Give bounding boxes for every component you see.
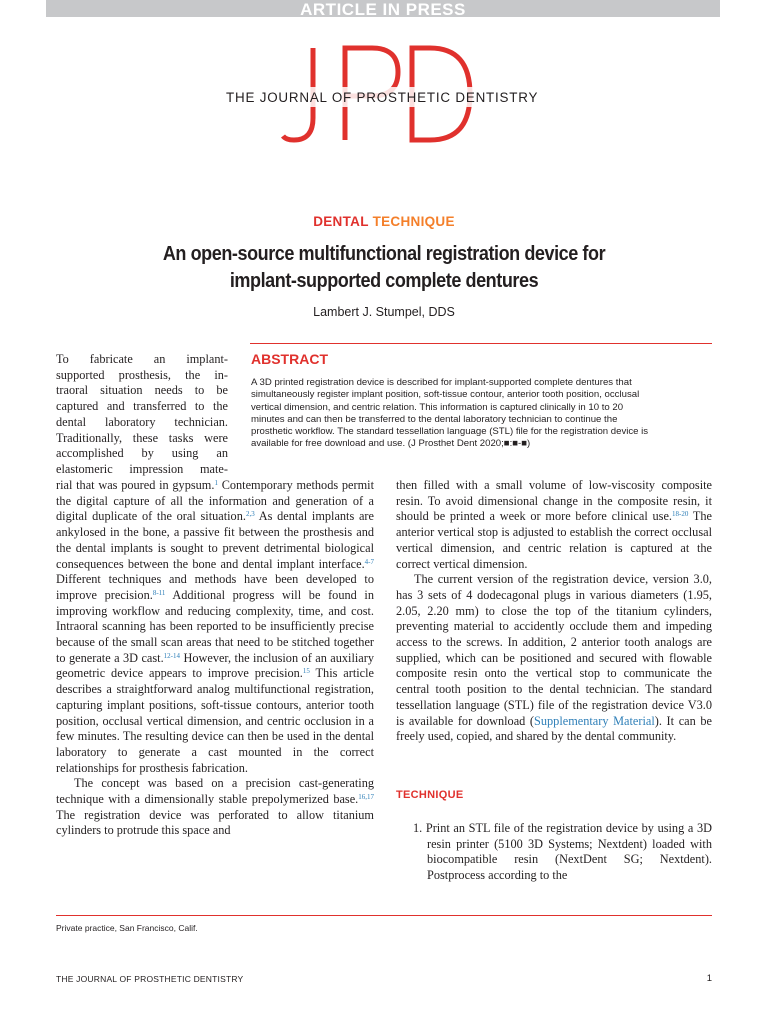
citation-link[interactable]: 15	[302, 667, 310, 676]
abstract-line: minutes and can then be transferred to the dental laboratory technician to continue the	[251, 413, 618, 425]
title-line-2: implant-supported complete dentures	[229, 269, 539, 292]
abstract-text	[251, 377, 712, 451]
title-line-1: An open-source multifunctional registration device for	[162, 242, 606, 265]
citation-link[interactable]: 4-7	[364, 557, 374, 566]
paragraph: The concept was based on a precision cast-generating technique with a dimensionally stable prepolymerized base.$^{16,17}$ The registration device was perforated to allow titanium cylinders to protrude this space and	[56, 776, 374, 838]
intro-narrow-column	[56, 352, 228, 478]
page-number: 1	[706, 973, 712, 984]
text-line: traoral situation needs to be	[56, 383, 228, 398]
footnote-divider	[56, 915, 712, 916]
left-column-body	[56, 478, 374, 839]
abstract-line: A 3D printed registration device is described for implant-supported complete dentures that	[251, 377, 632, 388]
category-part1: DENTAL	[313, 214, 369, 229]
article-title	[99, 240, 669, 294]
text-line: To fabricate an implant-	[56, 352, 228, 366]
citation-link[interactable]: 2,3	[245, 510, 255, 519]
citation-link[interactable]: 16,17	[358, 793, 374, 802]
citation-link[interactable]: 8-11	[152, 588, 166, 597]
citation-link[interactable]: 12-14	[163, 651, 181, 660]
text-line: accomplished by using an	[56, 446, 228, 461]
abstract-line: vertical dimension, and centric relation. This information is captured clinically in 10 to 20	[251, 401, 624, 413]
journal-name: THE JOURNAL OF PROSTHETIC DENTISTRY	[226, 90, 539, 105]
abstract-line: simultaneously register implant position, soft-tissue contour, anterior tooth position, occlusal	[251, 389, 640, 401]
right-column-body	[396, 478, 712, 745]
category-part2: TECHNIQUE	[372, 214, 455, 229]
abstract-line: prosthetic workflow. The standard tessellation language (STL) file for the registration device is	[251, 426, 649, 438]
technique-step-1: 1. Print an STL file of the registration device by using a 3D resin printer (5100 3D Systems; Nextdent) loaded with biocompatible resin (NextDent SG; Nextdent). Postprocess according to the	[413, 821, 712, 883]
article-in-press-banner: ARTICLE IN PRESS	[46, 0, 720, 17]
paragraph: then filled with a small volume of low-viscosity composite resin. To avoid dimensional change in the composite resin, it should be printed a week or more before clinical use.$^{18-20}$ The anterior vertical stop is adjusted to establish the correct occlusal vertical dimension, and centric relation is captured at the correct vertical dimension.	[396, 478, 712, 571]
paragraph: The current version of the registration device, version 3.0, has 3 sets of 4 dodecagonal plugs in various diameters (1.95, 2.05, 2.20 mm) to close the top of the titanium cylinders, preventing material to accidently occlude them and impeding access to the screws. In addition, 2 anterior tooth analogs are supplied, which can be positioned and secured with flowable composite resin onto the vertical stop to communicate the central tooth position to the dental technician. The standard tessellation language (STL) file of the registration device V3.0 is available for download (Supplementary Material). It can be freely used, copied, and shared by the dental community.	[396, 572, 712, 744]
technique-heading: TECHNIQUE	[396, 789, 464, 801]
text-line: captured and transferred to the	[56, 399, 228, 414]
text-line: Traditionally, these tasks were	[56, 430, 228, 445]
abstract-divider	[250, 343, 712, 344]
abstract-line: available for free download and use. (J Prosthet Dent 2020;■:■-■)	[251, 438, 531, 450]
text-line: elastomeric impression mate-	[56, 461, 228, 476]
citation-link[interactable]: 1	[214, 479, 218, 487]
paragraph: rial that was poured in gypsum.$^1$ Contemporary methods permit the digital capture of all the information and generation of a digital duplicate of the oral situation.$^{2,3}$ As dental implants are ankylosed in the bone, a passive fit between the prosthesis and the dental implants is sought to prevent detrimental biological consequences between the bone and dental implant interface.$^{4-7}$ Different techniques and methods have been developed to improve precision.$^{8-11}$ Additional progress will be found in improving workflow and reducing complexity, time, and cost. Intraoral scanning has been reported to be insufficiently precise because of the small scan areas that need to be stitched together to generate a 3D cast.$^{12-14}$ However, the inclusion of an auxiliary geometric device appears to improve precision.$^{15}$ This article describes a straightforward analog multifunctional registration, capturing implant positions, soft-tissue contours, anterior tooth position, occlusal vertical dimension, and centric occlusion in a few minutes. The resulting device can then be used in the dental laboratory to generate a cast mounted in the correct relationships for prosthesis fabrication.	[56, 478, 374, 775]
author: Lambert J. Stumpel, DDS	[313, 305, 455, 319]
supplementary-material-link[interactable]: Supplementary Material	[534, 713, 655, 728]
citation-link[interactable]: 18-20	[672, 510, 689, 519]
affiliation-footnote: Private practice, San Francisco, Calif.	[56, 923, 198, 933]
text-line: supported prosthesis, the in-	[56, 367, 228, 382]
text-line: dental laboratory technician.	[56, 414, 228, 429]
footer-journal-name: THE JOURNAL OF PROSTHETIC DENTISTRY	[56, 974, 244, 984]
journal-logo	[0, 0, 768, 190]
abstract-heading: ABSTRACT	[251, 351, 328, 367]
article-category	[0, 214, 768, 229]
